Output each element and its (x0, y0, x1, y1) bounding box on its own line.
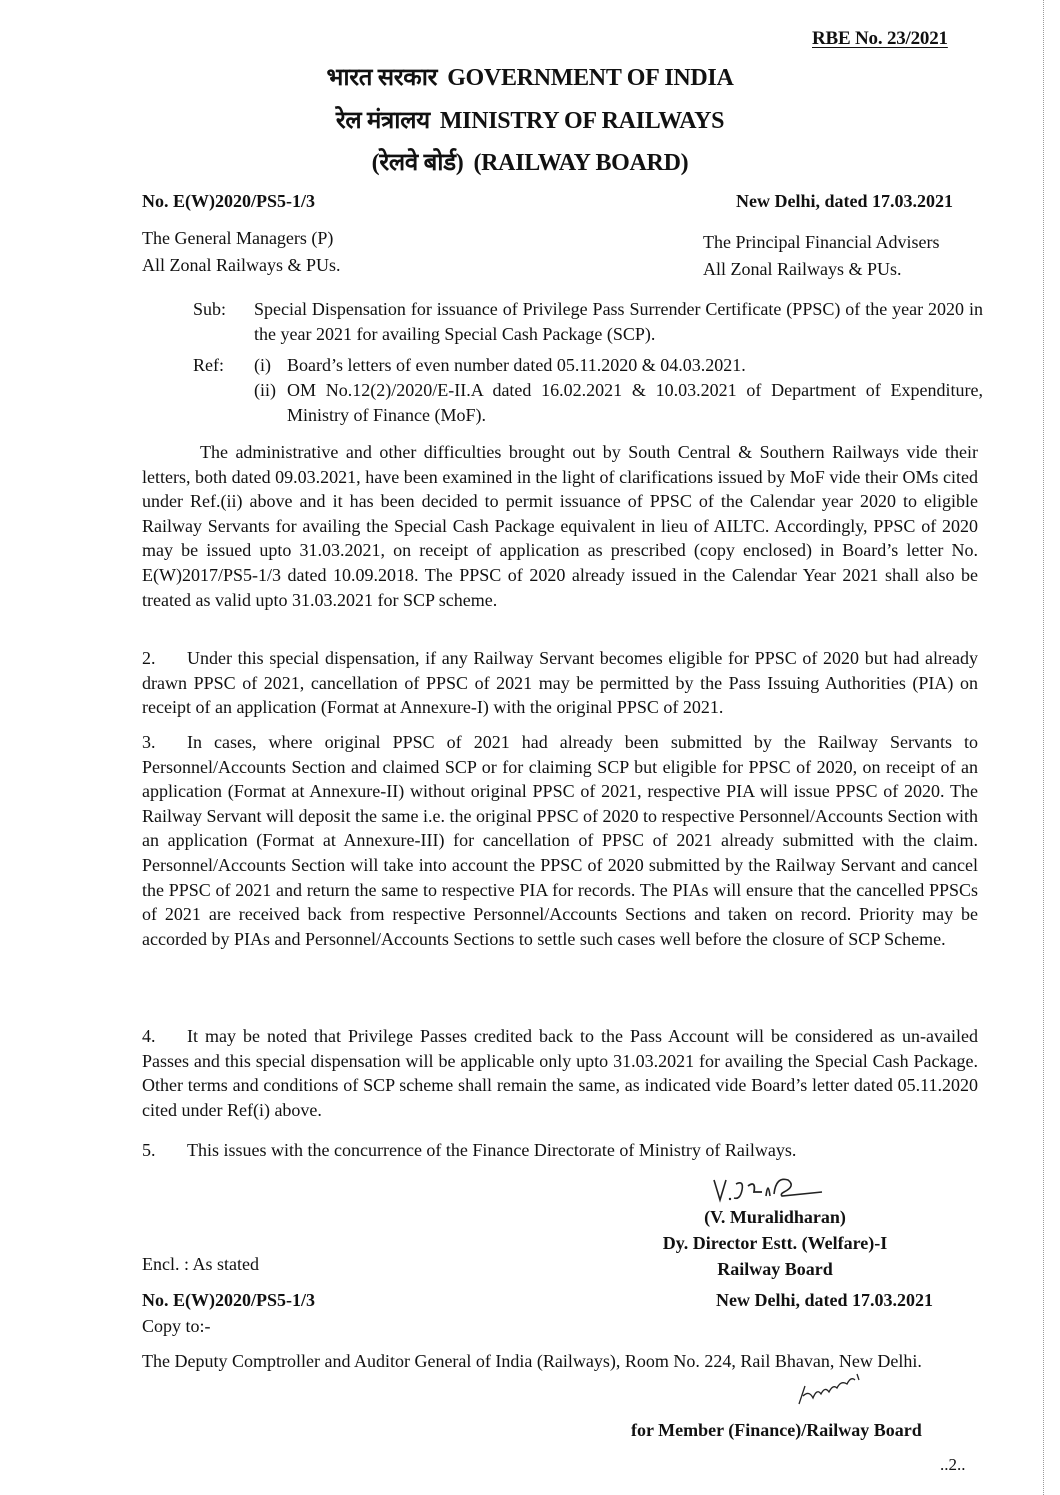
addressee-left-line: All Zonal Railways & PUs. (142, 255, 341, 275)
reference (193, 353, 983, 428)
paragraph-5 (142, 1138, 978, 1163)
rbe-number: RBE No. 23/2021 (812, 28, 948, 49)
subject-reference-block (193, 297, 983, 428)
file-number: No. E(W)2020/PS5-1/3 (142, 191, 315, 211)
reference-text: Board’s letters of even number dated 05.11.2020 & 04.03.2021. (287, 355, 746, 375)
reference-item (254, 378, 983, 428)
subject (193, 297, 983, 347)
paragraph-2 (142, 646, 978, 720)
enclosure-note: Encl. : As stated (142, 1254, 259, 1274)
addressee-right-line: The Principal Financial Advisers (703, 232, 940, 252)
addressee-right-line: All Zonal Railways & PUs. (703, 259, 902, 279)
scan-edge-line (1043, 0, 1044, 1495)
paragraph-1 (142, 440, 978, 612)
initials-signature-icon (795, 1370, 875, 1410)
reference-text: OM No.12(2)/2020/E-II.A dated 16.02.2021 & 10.03.2021 of Department of Expenditure, Ministry of Finance (MoF). (287, 380, 983, 425)
paragraph-number: 3. (142, 732, 156, 752)
header-government-english: GOVERNMENT OF INDIA (447, 65, 734, 91)
header-board (0, 145, 1060, 178)
header-board-hindi: (रेलवे बोर्ड) (371, 150, 464, 176)
signatory-name: (V. Muralidharan) (704, 1207, 846, 1227)
paragraph-text: The administrative and other difficulties brought out by South Central & Southern Railways vide their letters, both dated 09.03.2021, have been examined in the light of clarifications issued by MoF vide their OMs cited under Ref.(ii) above and it has been decided to permit issuance of PPSC of the Calendar year 2020 to eligible Railway Servants for availing the Special Cash Package equivalent in lieu of AILTC. Accordingly, PPSC of 2020 may be issued upto 31.03.2021, on receipt of application as prescribed (copy enclosed) in Board’s letter No. E(W)2017/PS5-1/3 dated 10.09.2018. The PPSC of 2020 already issued in the Calendar Year 2021 shall also be treated as valid upto 31.03.2021 for SCP scheme. (142, 442, 978, 610)
paragraph-text: This issues with the concurrence of the Finance Directorate of Ministry of Railways. (187, 1140, 797, 1160)
place-date: New Delhi, dated 17.03.2021 (736, 191, 953, 211)
signatory-designation: Dy. Director Estt. (Welfare)-I (662, 1233, 888, 1253)
reference-item (254, 353, 983, 378)
copy-to-label: Copy to:- (142, 1316, 211, 1336)
subject-text: Special Dispensation for issuance of Privilege Pass Surrender Certificate (PPSC) of the year 2020 in the year 2021 for availing Special Cash Package (SCP). (254, 299, 983, 344)
handwritten-signature-icon (710, 1172, 830, 1206)
header-ministry (0, 103, 1060, 136)
signed-for-member-finance: for Member (Finance)/Railway Board (631, 1420, 922, 1440)
addressee-left-line: The General Managers (P) (142, 228, 334, 248)
addressee-left (142, 225, 341, 279)
header-ministry-hindi: रेल मंत्रालय (335, 108, 430, 134)
signatory-office: Railway Board (717, 1259, 833, 1279)
paragraph-4 (142, 1024, 978, 1122)
header-board-english: (RAILWAY BOARD) (473, 150, 689, 176)
reference-label: Ref: (193, 355, 224, 375)
signature-icon (640, 1170, 910, 1204)
paragraph-number: 2. (142, 648, 156, 668)
copy-place-date: New Delhi, dated 17.03.2021 (716, 1290, 933, 1310)
signatory-block (640, 1170, 910, 1282)
paragraph-3 (142, 730, 978, 951)
paragraph-text: Under this special dispensation, if any Railway Servant becomes eligible for PPSC of 2020 but had already drawn PPSC of 2021, cancellation of PPSC of 2021 may be permitted by the Pass Issuing Authorities (PIA) on receipt of an application (Format at Annexure-I) with the original PPSC of 2021. (142, 648, 978, 718)
header-government (0, 60, 1060, 93)
paragraph-number: 5. (142, 1140, 156, 1160)
copy-file-number: No. E(W)2020/PS5-1/3 (142, 1290, 315, 1310)
header-government-hindi: भारत सरकार (326, 65, 438, 91)
page-continuation-marker: ..2.. (940, 1455, 966, 1474)
addressee-right (703, 229, 939, 283)
subject-label: Sub: (193, 299, 227, 319)
paragraph-text: It may be noted that Privilege Passes credited back to the Pass Account will be considered as un-availed Passes and this special dispensation will be applicable only upto 31.03.2021 for availing the Special Cash Package. Other terms and conditions of SCP scheme shall remain the same, as indicated vide Board’s letter dated 05.11.2020 cited under Ref(i) above. (142, 1026, 978, 1120)
copy-recipient: The Deputy Comptroller and Auditor General of India (Railways), Room No. 224, Rail Bhavan, New Delhi. (142, 1351, 922, 1371)
paragraph-number: 4. (142, 1026, 156, 1046)
paragraph-text: In cases, where original PPSC of 2021 had already been submitted by the Railway Servants to Personnel/Accounts Section and claimed SCP or for claiming SCP but eligible for PPSC of 2020, on receipt of an application (Format at Annexure-II) without original PPSC of 2021, respective PIA will issue PPSC of 2020. The Railway Servant will deposit the same i.e. the original PPSC of 2020 to respective Personnel/Accounts Section with an application (Format at Annexure-III) for cancellation of PPSC of 2021 already submitted with the claim. Personnel/Accounts Section will take into account the PPSC of 2020 submitted by the Railway Servant and cancel the PPSC of 2021 and return the same to respective PIA for records. The PIAs will ensure that the cancelled PPSCs of 2021 are received back from respective Personnel/Accounts Sections and taken on record. Priority may be accorded by PIAs and Personnel/Accounts Sections to settle such cases well before the closure of SCP Scheme. (142, 732, 978, 949)
reference-list (254, 353, 983, 428)
header-ministry-english: MINISTRY OF RAILWAYS (439, 108, 725, 134)
reference-number: (ii) (254, 380, 276, 400)
reference-number: (i) (254, 355, 271, 375)
